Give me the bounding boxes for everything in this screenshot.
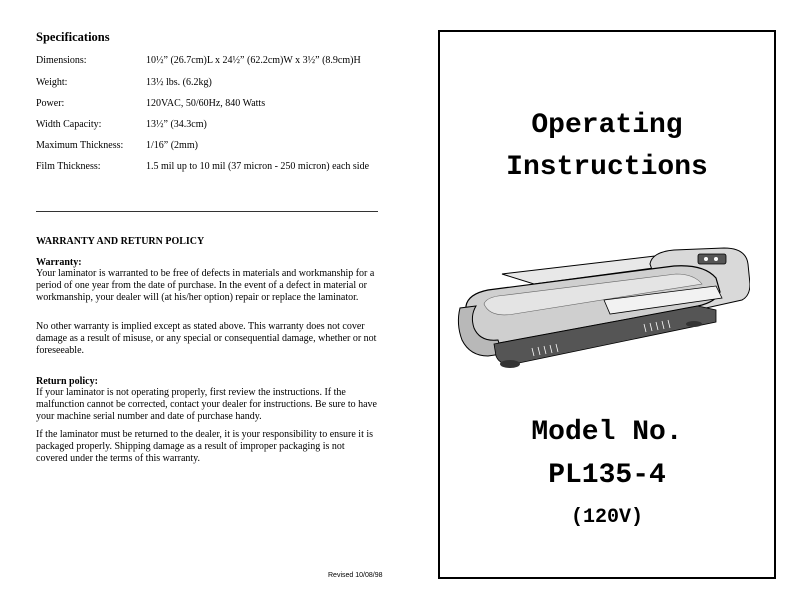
cover-page <box>438 30 776 579</box>
spec-label: Width Capacity: <box>36 119 102 130</box>
spec-label: Weight: <box>36 77 68 88</box>
spec-label: Power: <box>36 98 65 109</box>
spec-label: Dimensions: <box>36 55 87 66</box>
voltage-label: (120V) <box>570 506 643 529</box>
model-number: PL135-4 <box>548 460 666 491</box>
warranty-heading: Warranty: <box>36 257 82 268</box>
section-divider <box>36 211 378 212</box>
return-policy-heading: Return policy: <box>36 376 98 387</box>
spec-value: 120VAC, 50/60Hz, 840 Watts <box>146 98 266 109</box>
warranty-paragraph: Your laminator is warranted to be free of defects in materials and workmanship for a period of one year from the date of purchase. In the event of a defect in material or workmanship, your dealer will (at his/her option) repair or replace the laminator. <box>36 268 375 303</box>
spec-value: 13½” (34.3cm) <box>146 119 207 130</box>
return-dealer-paragraph: If the laminator must be returned to the dealer, it is your responsibility to ensure it is packaged properly. Shipping damage as a result of improper packaging is not covered under the terms of this warranty. <box>36 429 374 464</box>
spec-value: 1.5 mil up to 10 mil (37 micron - 250 micron) each side <box>146 161 370 172</box>
spec-value: 10½” (26.7cm)L x 24½” (62.2cm)W x 3½” (8.9cm)H <box>146 55 361 66</box>
cover-title-line1: Operating <box>531 110 683 141</box>
spec-label: Maximum Thickness: <box>36 140 124 151</box>
spec-label: Film Thickness: <box>36 161 101 172</box>
spec-value: 1/16” (2mm) <box>146 140 198 151</box>
return-policy-paragraph: If your laminator is not operating properly, first review the instructions. If the malfunction cannot be corrected, contact your dealer for instructions. Be sure to have your machine serial number and date of purchase handy. <box>36 387 377 422</box>
cover-title-line2: Instructions <box>506 152 708 183</box>
left-page <box>36 0 381 614</box>
laminator-illustration-icon <box>454 244 750 374</box>
model-label: Model No. <box>531 417 683 448</box>
specifications-title: Specifications <box>36 30 110 44</box>
spec-value: 13½ lbs. (6.2kg) <box>146 77 212 88</box>
warranty-title: WARRANTY AND RETURN POLICY <box>36 236 205 247</box>
other-warranty-paragraph: No other warranty is implied except as stated above. This warranty does not cover damage as a result of misuse, or any special or consequential damage, whether or not foreseeable. <box>36 321 377 356</box>
revision-date: Revised 10/08/98 <box>328 572 383 579</box>
